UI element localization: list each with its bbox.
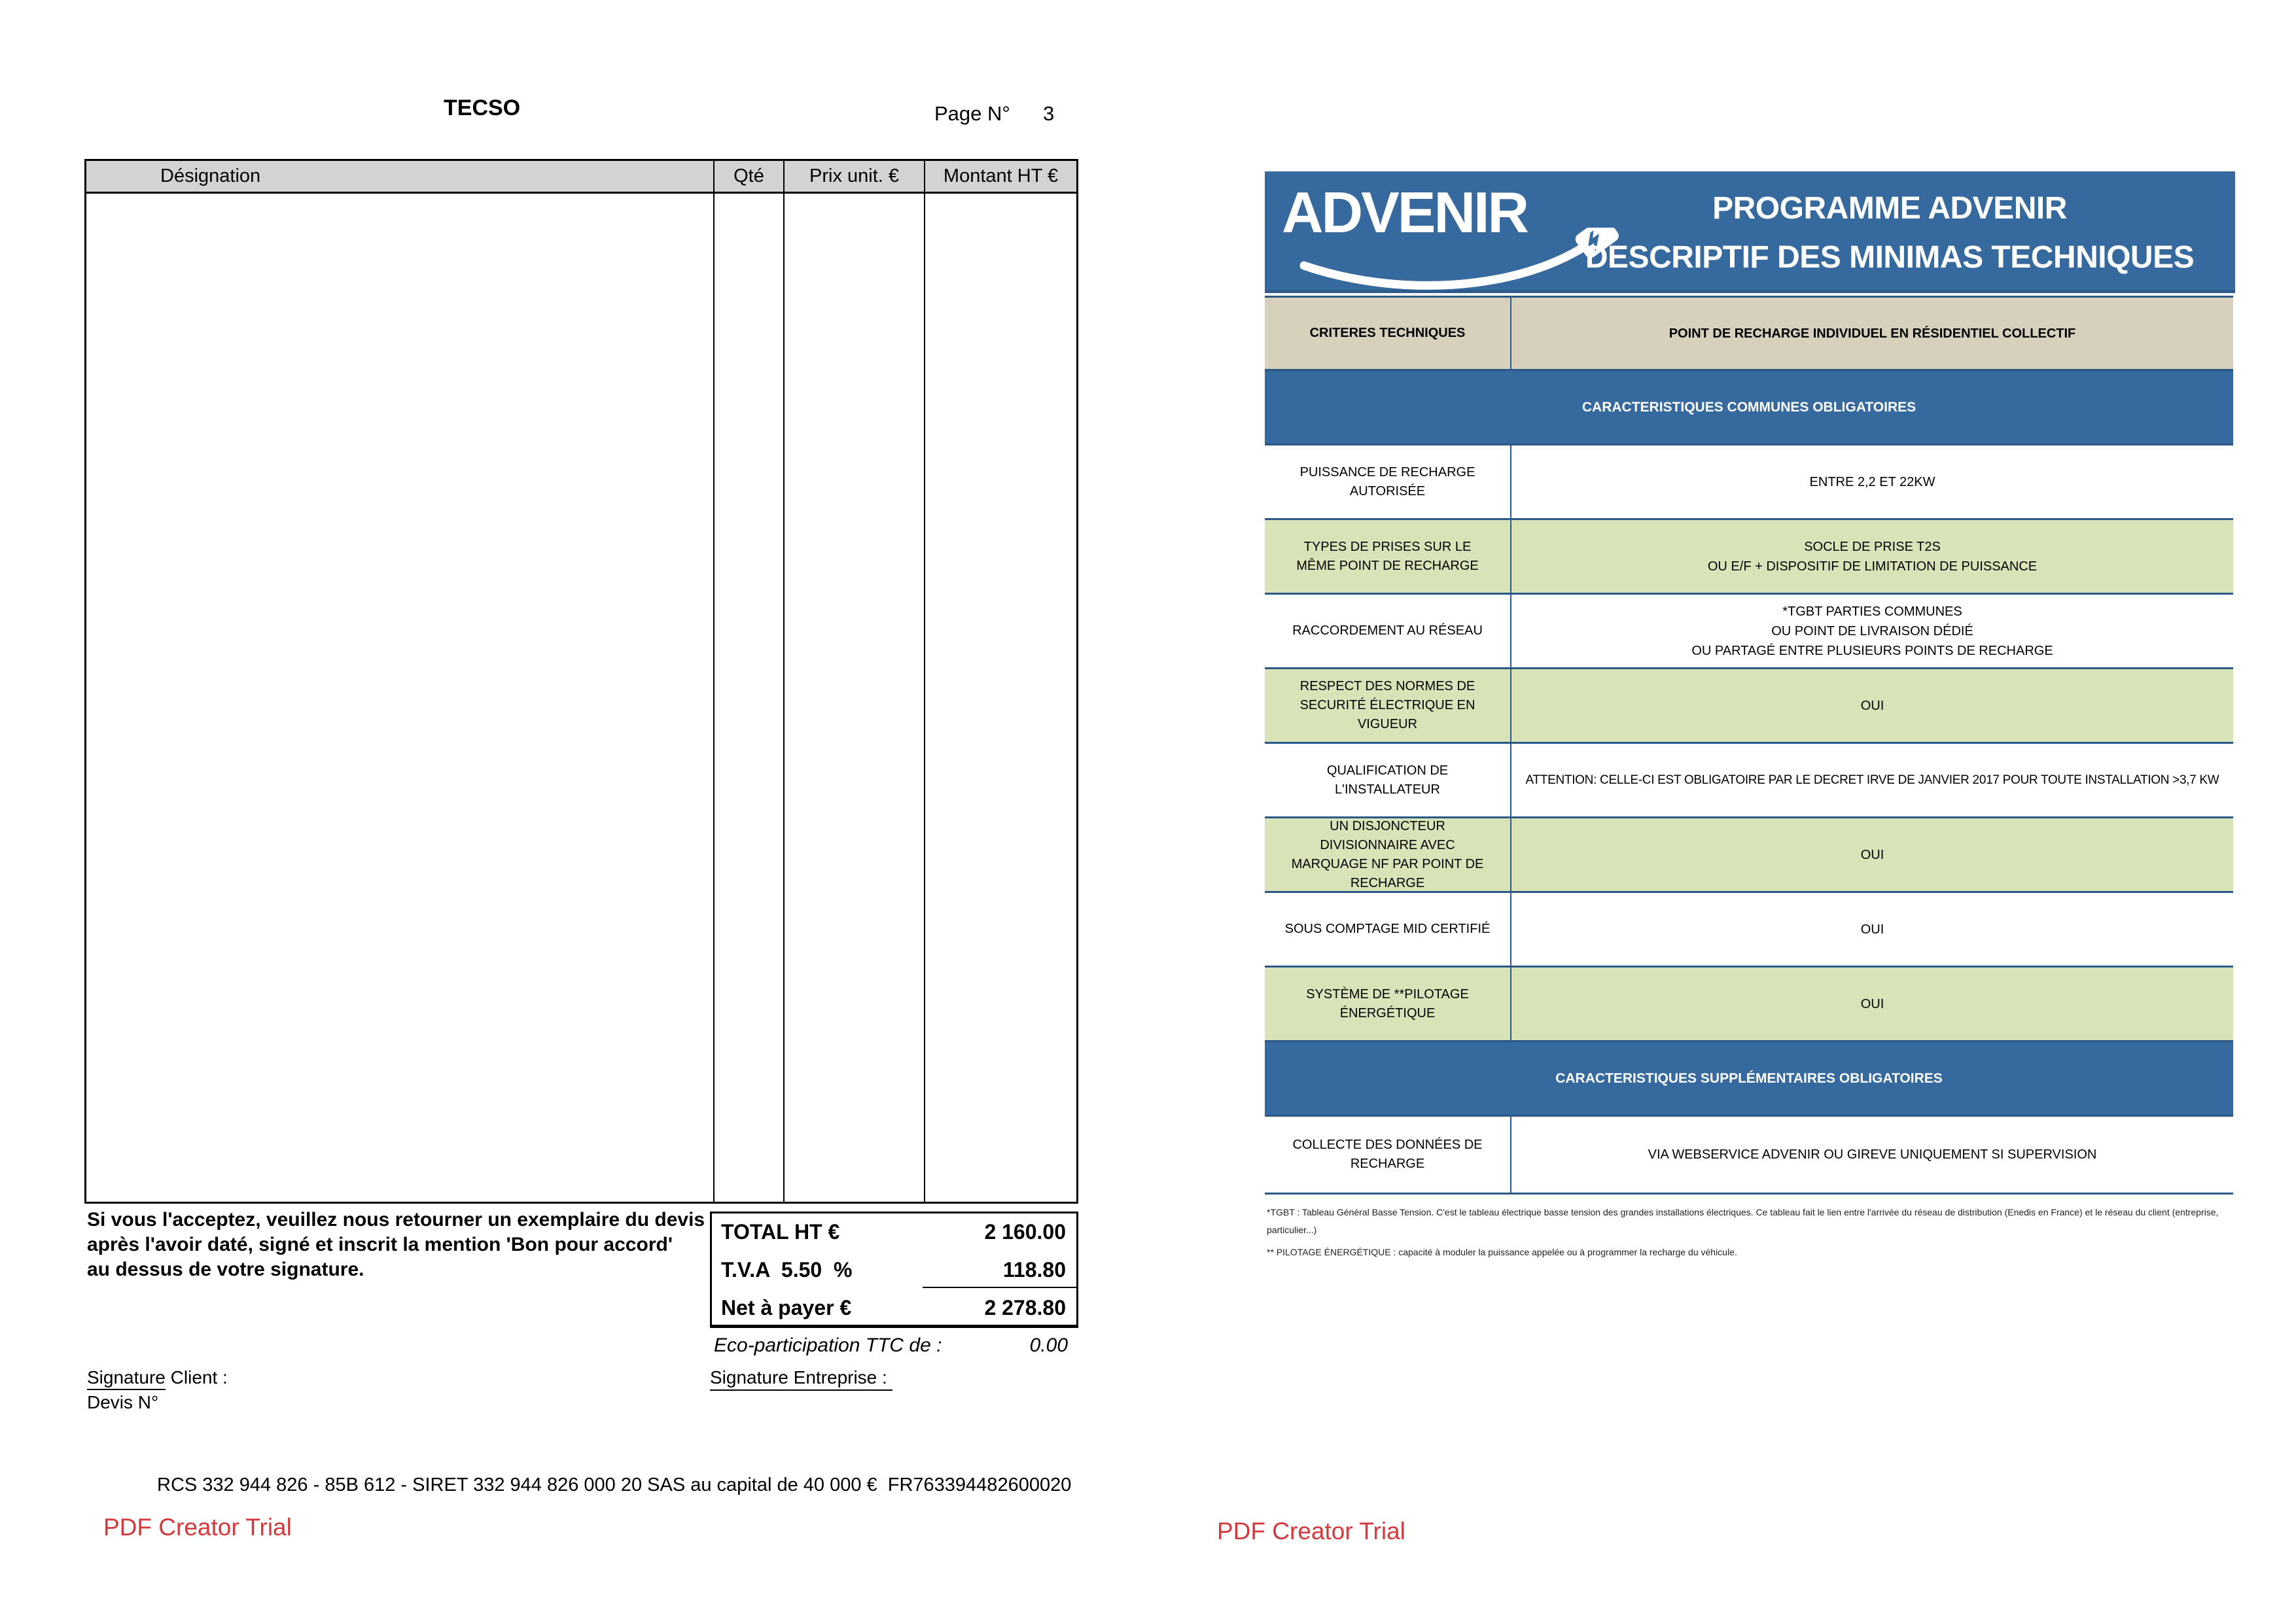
table-row (1265, 818, 2233, 893)
banner-title-line1: PROGRAMME ADVENIR (1712, 190, 2067, 226)
advenir-logo-text: ADVENIR (1282, 180, 1528, 245)
invoice-items-table (84, 159, 1078, 1204)
column-divider (783, 192, 785, 1202)
table-row (1265, 595, 2233, 669)
page-number-label: Page N° (934, 102, 1010, 125)
invoice-table-header (86, 161, 1076, 194)
criteria-label: COLLECTE DES DONNÉES DE RECHARGE (1265, 1117, 1511, 1193)
client-word: Client : (165, 1367, 228, 1387)
total-ht-value: 2 160.00 (984, 1220, 1066, 1244)
criteria-label: QUALIFICATION DE L'INSTALLATEUR (1265, 744, 1511, 816)
criteria-value: OUI (1860, 847, 1884, 862)
criteria-value: ATTENTION: CELLE-CI EST OBLIGATOIRE PAR LE DECRET IRVE DE JANVIER 2017 POUR TOUTE INSTALLATION >3,7 KW (1525, 773, 2219, 787)
table-row (1265, 445, 2233, 520)
criteria-label: RACCORDEMENT AU RÉSEAU (1265, 595, 1511, 667)
devis-number-label: Devis N° (87, 1392, 159, 1412)
eco-value: 0.00 (1029, 1335, 1068, 1356)
column-designation: Désignation (160, 166, 261, 186)
tva-label: T.V.A 5.50 % (721, 1258, 853, 1282)
eco-participation-row (710, 1335, 1078, 1358)
advenir-criteria-table (1265, 296, 2233, 1195)
net-row (712, 1296, 1076, 1322)
total-ht-label: TOTAL HT € (721, 1220, 840, 1244)
footnote-pilotage: ** PILOTAGE ÉNERGÉTIQUE : capacité à moduler la puissance appelée ou à programmer la recharge du véhicule. (1267, 1247, 1737, 1257)
acceptance-line: après l'avoir daté, signé et inscrit la mention 'Bon pour accord' (87, 1234, 673, 1255)
criteria-value-line: *TGBT PARTIES COMMUNES (1782, 604, 1962, 619)
criteria-label: RESPECT DES NORMES DE SECURITÉ ÉLECTRIQUE EN VIGUEUR (1265, 669, 1511, 742)
column-divider (713, 192, 715, 1202)
eco-label: Eco-participation TTC de : (714, 1335, 942, 1356)
acceptance-line: Si vous l'acceptez, veuillez nous retourner un exemplaire du devis (87, 1209, 705, 1230)
section-band-title: CARACTERISTIQUES SUPPLÉMENTAIRES OBLIGATOIRES (1555, 1070, 1943, 1086)
criteria-value-line: OU E/F + DISPOSITIF DE LIMITATION DE PUISSANCE (1707, 559, 2038, 574)
criteria-label: SYSTÈME DE **PILOTAGE ÉNERGÉTIQUE (1265, 968, 1511, 1040)
criteria-label: SOUS COMPTAGE MID CERTIFIÉ (1265, 893, 1511, 966)
section-band-title: CARACTERISTIQUES COMMUNES OBLIGATOIRES (1581, 399, 1916, 415)
table-row (1265, 893, 2233, 968)
company-legal-line: RCS 332 944 826 - 85B 612 - SIRET 332 944 826 000 20 SAS au capital de 40 000 € FR763394482600020 (157, 1475, 1072, 1495)
table-row (1265, 1117, 2233, 1195)
criteria-value: OUI (1860, 922, 1884, 937)
column-divider (924, 192, 925, 1202)
column-amount: Montant HT € (924, 161, 1076, 192)
totals-separator-line (923, 1287, 1076, 1288)
page-number-value: 3 (1043, 102, 1055, 125)
acceptance-note (87, 1208, 705, 1282)
criteria-label: UN DISJONCTEUR DIVISIONNAIRE AVEC MARQUAGE NF PAR POINT DE RECHARGE (1265, 818, 1511, 891)
signature-client-label (87, 1367, 228, 1388)
pdf-creator-watermark-right: PDF Creator Trial (1217, 1518, 1405, 1544)
table-row (1265, 669, 2233, 744)
criteria-value: ENTRE 2,2 ET 22KW (1809, 474, 1935, 489)
criteria-value-line: SOCLE DE PRISE T2S (1804, 539, 1941, 554)
tva-row (712, 1258, 1076, 1284)
table-row (1265, 298, 2233, 371)
criteria-value: POINT DE RECHARGE INDIVIDUEL EN RÉSIDENTIEL COLLECTIF (1669, 326, 2076, 341)
criteria-label: CRITERES TECHNIQUES (1265, 298, 1511, 369)
column-qty: Qté (713, 161, 783, 192)
total-ht-row (712, 1220, 1076, 1246)
criteria-value-line: OU PARTAGÉ ENTRE PLUSIEURS POINTS DE RECHARGE (1691, 643, 2053, 658)
column-unit-price: Prix unit. € (783, 161, 924, 192)
net-label: Net à payer € (721, 1296, 852, 1319)
totals-box (710, 1212, 1078, 1328)
criteria-value: OUI (1860, 996, 1884, 1011)
signature-entreprise-label: Signature Entreprise : (710, 1367, 892, 1391)
section-band (1265, 1042, 2233, 1117)
advenir-banner (1265, 171, 2235, 293)
criteria-value: OUI (1860, 698, 1884, 713)
net-value: 2 278.80 (984, 1296, 1066, 1319)
footnote-tgbt: *TGBT : Tableau Général Basse Tension. C'est le tableau électrique basse tension des grandes installations électriques. Ce tableau fait le lien entre l'arrivée du réseau de distribution (Enedis en France) et le réseau du client (entreprise, particulier...) (1267, 1207, 2219, 1235)
banner-title-line2: DESCRIPTIF DES MINIMAS TECHNIQUES (1585, 239, 2195, 275)
table-row (1265, 968, 2233, 1042)
criteria-value-line: OU POINT DE LIVRAISON DÉDIÉ (1771, 623, 1973, 638)
company-name: TECSO (444, 96, 521, 120)
banner-title (1553, 171, 2227, 290)
acceptance-line: au dessus de votre signature. (87, 1259, 364, 1280)
pdf-creator-watermark-left: PDF Creator Trial (103, 1514, 292, 1541)
criteria-label: TYPES DE PRISES SUR LE MÊME POINT DE RECHARGE (1265, 520, 1511, 593)
table-row (1265, 520, 2233, 595)
criteria-value: VIA WEBSERVICE ADVENIR OU GIREVE UNIQUEMENT SI SUPERVISION (1648, 1147, 2097, 1162)
signature-word: Signature (87, 1367, 166, 1390)
table-row (1265, 744, 2233, 818)
page-number-row (934, 102, 1055, 126)
tva-value: 118.80 (1002, 1258, 1066, 1282)
section-band (1265, 371, 2233, 445)
criteria-label: PUISSANCE DE RECHARGE AUTORISÉE (1265, 445, 1511, 518)
